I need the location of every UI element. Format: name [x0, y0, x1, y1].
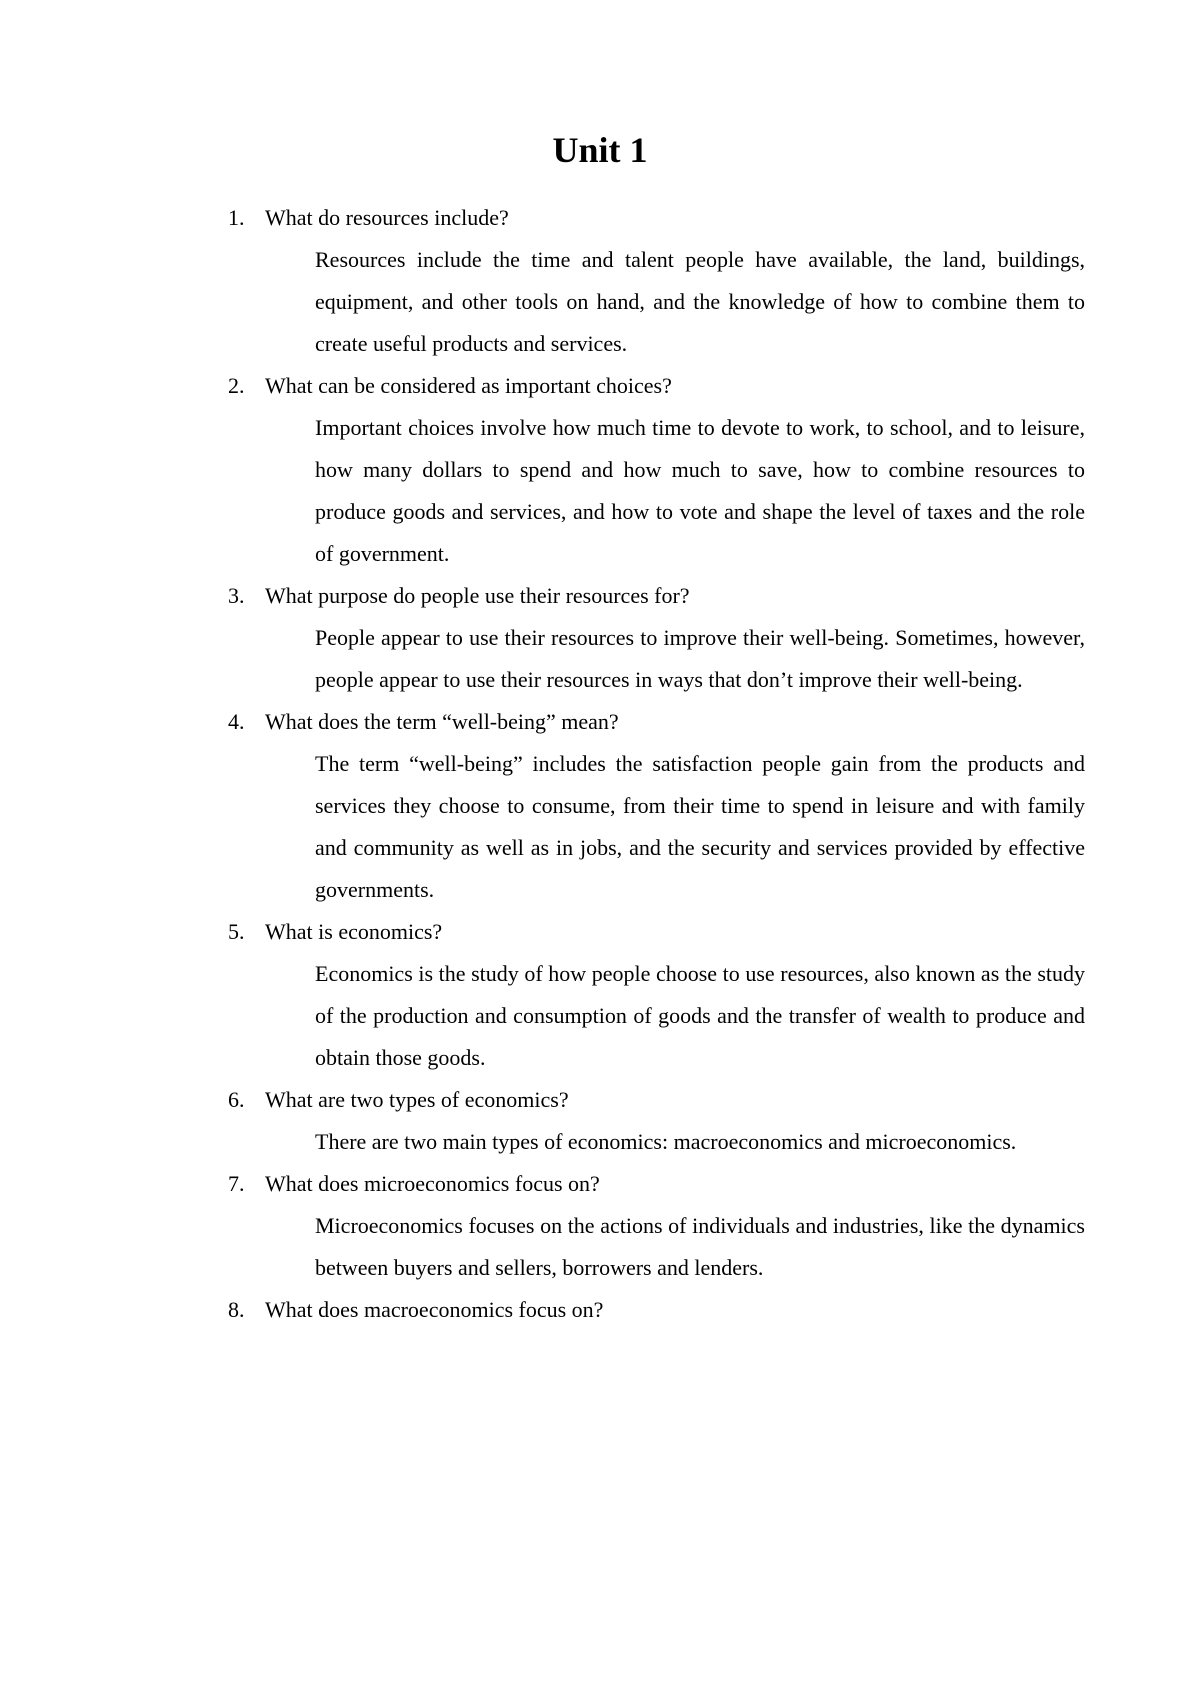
list-item	[0, 1163, 1200, 1289]
question-5	[0, 911, 1085, 953]
question-2	[0, 365, 1085, 407]
question-6	[0, 1079, 1085, 1121]
question-8	[0, 1289, 1085, 1331]
question-text: What does macroeconomics focus on?	[265, 1297, 604, 1322]
question-1	[0, 197, 1085, 239]
question-text: What purpose do people use their resources for?	[265, 583, 690, 608]
question-number: 8.	[228, 1297, 245, 1322]
answer-4: The term “well-being” includes the satisfaction people gain from the products and services they choose to consume, from their time to spend in leisure and with family and community as well as in jobs, and the security and services provided by effective governments.	[315, 751, 1085, 902]
question-7	[0, 1163, 1085, 1205]
question-3	[0, 575, 1085, 617]
list-item	[0, 1289, 1200, 1331]
question-4	[0, 701, 1085, 743]
list-item	[0, 911, 1200, 1079]
question-list	[0, 197, 1200, 1331]
list-item	[0, 1079, 1200, 1163]
question-number: 3.	[228, 583, 245, 608]
list-item	[0, 197, 1200, 365]
question-number: 4.	[228, 709, 245, 734]
question-text: What do resources include?	[265, 205, 509, 230]
page-title: Unit 1	[552, 130, 648, 170]
question-number: 6.	[228, 1087, 245, 1112]
question-text: What does microeconomics focus on?	[265, 1171, 600, 1196]
answer-5: Economics is the study of how people choose to use resources, also known as the study of the production and consumption of goods and the transfer of wealth to produce and obtain those goods.	[315, 961, 1085, 1070]
question-text: What are two types of economics?	[265, 1087, 569, 1112]
question-text: What is economics?	[265, 919, 443, 944]
question-number: 5.	[228, 919, 245, 944]
question-number: 2.	[228, 373, 245, 398]
question-text: What does the term “well-being” mean?	[265, 709, 619, 734]
list-item	[0, 365, 1200, 575]
answer-3: People appear to use their resources to improve their well-being. Sometimes, however, people appear to use their resources in ways that don’t improve their well-being.	[315, 625, 1085, 692]
question-text: What can be considered as important choices?	[265, 373, 672, 398]
answer-6: There are two main types of economics: macroeconomics and microeconomics.	[315, 1129, 1017, 1154]
list-item	[0, 701, 1200, 911]
question-number: 7.	[228, 1171, 245, 1196]
question-number: 1.	[228, 205, 245, 230]
list-item	[0, 575, 1200, 701]
answer-1: Resources include the time and talent people have available, the land, buildings, equipment, and other tools on hand, and the knowledge of how to combine them to create useful products and services.	[315, 247, 1085, 356]
answer-7: Microeconomics focuses on the actions of individuals and industries, like the dynamics between buyers and sellers, borrowers and lenders.	[315, 1213, 1085, 1280]
answer-2: Important choices involve how much time to devote to work, to school, and to leisure, how many dollars to spend and how much to save, how to combine resources to produce goods and services, and how to vote and shape the level of taxes and the role of government.	[315, 415, 1085, 566]
